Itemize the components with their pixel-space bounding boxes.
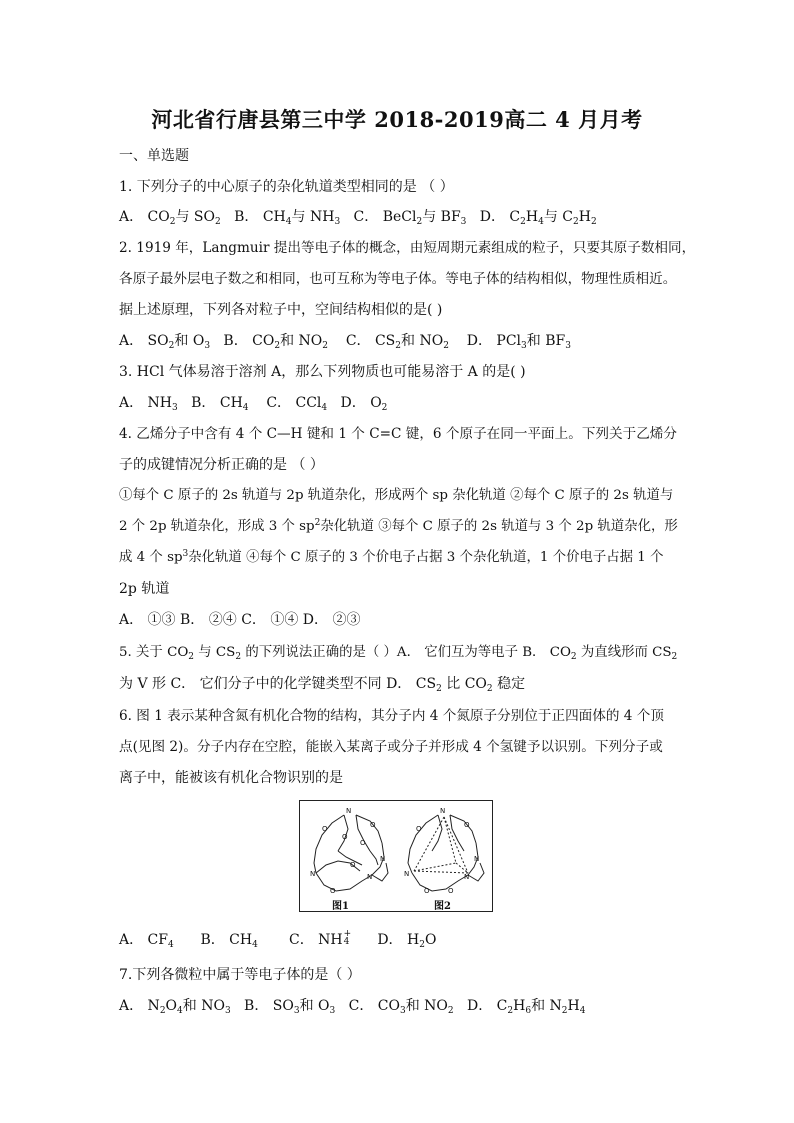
ion-charge-stack: + 4 (343, 929, 352, 947)
cryptand-structure-diagram (300, 801, 492, 911)
atom-label: O (464, 821, 470, 829)
question-4-line-2: 子的成键情况分析正确的是 （ ） (119, 457, 324, 473)
question-6-line-1: 6. 图 1 表示某种含氮有机化合物的结构，其分子内 4 个氮原子分别位于正四面体的 4 个顶 (119, 708, 664, 724)
figure-2-caption: 图2 (434, 901, 451, 912)
question-4-line-6: 2p 轨道 (119, 581, 170, 597)
figure-1-caption: 图1 (332, 901, 349, 912)
atom-label: O (322, 825, 328, 833)
atom-label: N (474, 855, 480, 863)
question-4-options: A． ①③ B． ②④ C． ①④ D． ②③ (119, 612, 361, 628)
question-4-line-3: ①每个 C 原子的 2s 轨道与 2p 轨道杂化，形成两个 sp 杂化轨道 ②每个 C 原子的 2s 轨道与 (119, 488, 674, 503)
question-3-stem: 3. HCl 气体易溶于溶剂 A，那么下列物质也可能易溶于 A 的是( ) (119, 364, 526, 380)
figure-1-structure (310, 807, 388, 895)
atom-label: O (350, 861, 356, 869)
question-2-line-3: 据上述原理，下列各对粒子中，空间结构相似的是( ) (119, 302, 443, 318)
atom-label: N (310, 870, 316, 878)
question-7-options: A． $N_2O_4$和 $NO_3$ B． $SO_3$和 $O_3$ C． $CO_3$和 $NO_2$ D． $C_2H_6$和 $N_2H_4$ (119, 998, 586, 1016)
question-6-line-2: 点(见图 2)。分子内存在空腔，能嵌入某离子或分子并形成 4 个氢键予以识别。下列分子或 (119, 739, 663, 755)
atom-label: N (464, 873, 470, 881)
question-6-options: A． $CF_4$ B． $CH_4$ C． NH + 4 D． $H_2O$ (119, 929, 437, 950)
atom-label: N (346, 807, 352, 815)
section-heading: 一、单选题 (119, 148, 189, 164)
atom-label: O (360, 839, 366, 847)
question-5-line-2: 为 V 形 C． 它们分子中的化学键类型不同 D． $CS_2$ 比 $CO_2$ 稳定 (119, 676, 526, 694)
question-4-line-1: 4. 乙烯分子中含有 4 个 C—H 键和 1 个 C=C 键，6 个原子在同一平面上。下列关于乙烯分 (119, 426, 677, 442)
atom-label: O (424, 887, 430, 895)
atom-label: N (380, 855, 386, 863)
atom-label: O (330, 887, 336, 895)
atom-label: O (370, 821, 376, 829)
atom-label: N (404, 870, 410, 878)
atom-label: O (416, 825, 422, 833)
question-3-options: A． $NH_3$ B． $CH_4$ C． CCl$_4$ D． $O_2$ (119, 395, 388, 413)
question-2-options: A． $SO_2$和 $O_3$ B． $CO_2$和 $NO_2$ C． $CS_2$和 $NO_2$ D． PCl$_3$和 $BF_3$ (119, 333, 571, 351)
question-1-stem: 1. 下列分子的中心原子的杂化轨道类型相同的是 （ ） (119, 179, 454, 195)
atom-label: N (367, 873, 373, 881)
question-7-stem: 7.下列各微粒中属于等电子体的是（ ） (119, 967, 361, 983)
question-2-line-1: 2. 1919 年，Langmuir 提出等电子体的概念，由短周期元素组成的粒子，只要其原子数相同， (119, 240, 696, 256)
atom-label: N (440, 807, 446, 815)
question-4-line-5: 成 4 个 $sp^3$杂化轨道 ④每个 C 原子的 3 个价电子占据 3 个杂化轨道，1 个价电子占据 1 个 (119, 549, 664, 565)
question-6-figure (299, 800, 493, 912)
atom-label: O (342, 833, 348, 841)
page-title: 河北省行唐县第三中学 2018-2019高二 4 月月考 (151, 107, 643, 132)
figure-2-structure (404, 807, 484, 895)
question-5-line-1: 5. 关于 $CO_2$ 与 $CS_2$ 的下列说法正确的是（ ）A． 它们互为等电子 B． $CO_2$ 为直线形而 $CS_2$ (119, 645, 678, 662)
question-6-line-3: 离子中，能被该有机化合物识别的是 (119, 770, 343, 786)
question-1-options: A． $CO_2$与 $SO_2$ B． $CH_4$与 $NH_3$ C． BeCl$_2$与 $BF_3$ D． $C_2H_4$与 $C_2H_2$ (119, 209, 597, 227)
question-4-line-4: 2 个 2p 轨道杂化，形成 3 个 $sp^2$杂化轨道 ③每个 C 原子的 2s 轨道与 3 个 2p 轨道杂化，形 (119, 518, 678, 534)
atom-label: O (448, 887, 454, 895)
question-2-line-2: 各原子最外层电子数之和相同，也可互称为等电子体。等电子体的结构相似，物理性质相近。 (119, 271, 677, 287)
